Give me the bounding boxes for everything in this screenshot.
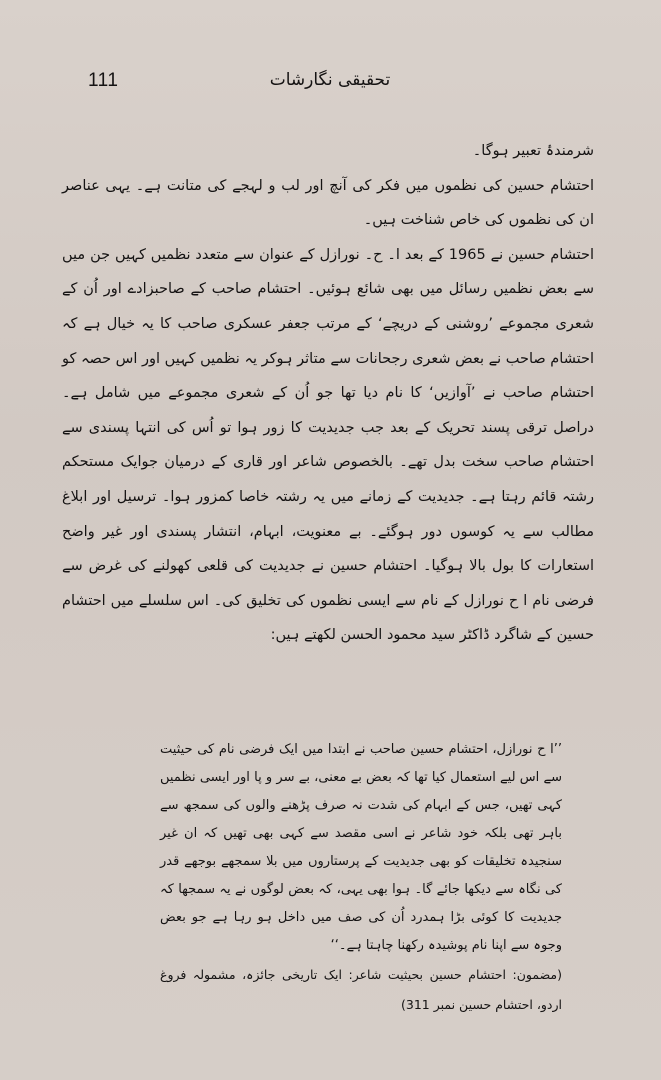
page-header (70, 68, 590, 104)
body-paragraph-1: شرمندۂ تعبیر ہوگا۔ (472, 143, 594, 159)
body-paragraph-3: احتشام حسین نے 1965 کے بعد ا۔ ح۔ نورازل کے عنوان سے متعدد نظمیں کہیں جن میں سے بعض نظمیں رسائل میں بھی شائع ہوئیں۔ احتشام صاحب کے صاحبزادے اور اُن کے شعری مجموعے ’روشنی کے دریچے‘ کے مرتب جعفر عسکری صاحب کا یہ خیال ہے کہ احتشام صاحب نے بعض شعری رجحانات سے متاثر ہوکر یہ نظمیں کہیں اور اس حصہ کو احتشام صاحب نے ’آوازیں‘ کا نام دیا تھا جو اُن کے شعری مجموعے میں شامل ہے۔ دراصل ترقی پسند تحریک کے بعد جب جدیدیت کا زور ہوا تو اُس کی انتہا پسندی سے احتشام صاحب سخت بدل تھے۔ بالخصوص شاعر اور قاری کے درمیان جوایک مستحکم رشتہ قائم رہتا ہے۔ جدیدیت کے زمانے میں یہ رشتہ خاصا کمزور ہوا۔ ترسیل اور ابلاغ مطالب سے یہ کوسوں دور ہوگئے۔ بے معنویت، ابہام، انتشار پسندی اور غیر واضح استعارات کا بول بالا ہوگیا۔ احتشام حسین نے جدیدیت کی قلعی کھولنے کی غرض سے فرضی نام ا ح نورازل کے نام سے ایسی نظموں کی تخلیق کی۔ اس سلسلے میں احتشام حسین کے شاگرد ڈاکٹر سید محمود الحسن لکھتے ہیں: (62, 246, 594, 644)
page-number: 111 (88, 70, 119, 91)
running-title: تحقیقی نگارشات (269, 70, 391, 90)
citation-text: (مضمون: احتشام حسین بحیثیت شاعر: ایک تاریخی جائزہ، مشمولہ فروغ اردو، احتشام حسین نمبر 311) (160, 967, 562, 1012)
block-quote (160, 736, 562, 960)
body-paragraph-2: احتشام حسین کی نظموں میں فکر کی آنچ اور لب و لہجے کی متانت ہے۔ یہی عناصر ان کی نظموں کی خاص شناخت ہیں۔ (62, 177, 594, 229)
body-text (62, 134, 594, 653)
quote-text: ’’ا ح نورازل، احتشام حسین صاحب نے ابتدا میں ایک فرضی نام کی حیثیت سے اس لیے استعمال کیا تھا کہ بعض بے معنی، بے سر و پا اور ایسی نظمیں کہی تھیں، جس کے ابہام کی شدت نہ صرف پڑھنے والوں کی سمجھ سے باہر تھی بلکہ خود شاعر نے اسی مقصد سے کہی بھی تھیں کہ ان غیر سنجیدہ تخلیقات کو بھی جدیدیت کے پرستاروں میں بلا سمجھے بوجھے قدر کی نگاہ سے دیکھا جائے گا۔ ہوا بھی یہی، کہ بعض لوگوں نے یہ سمجھا کہ جدیدیت کا کوئی بڑا ہمدرد اُن کی صف میں داخل ہو رہا ہے جو بعض وجوہ سے اپنا نام پوشیدہ رکھنا چاہتا ہے۔‘‘ (160, 742, 562, 953)
citation (160, 960, 562, 1020)
